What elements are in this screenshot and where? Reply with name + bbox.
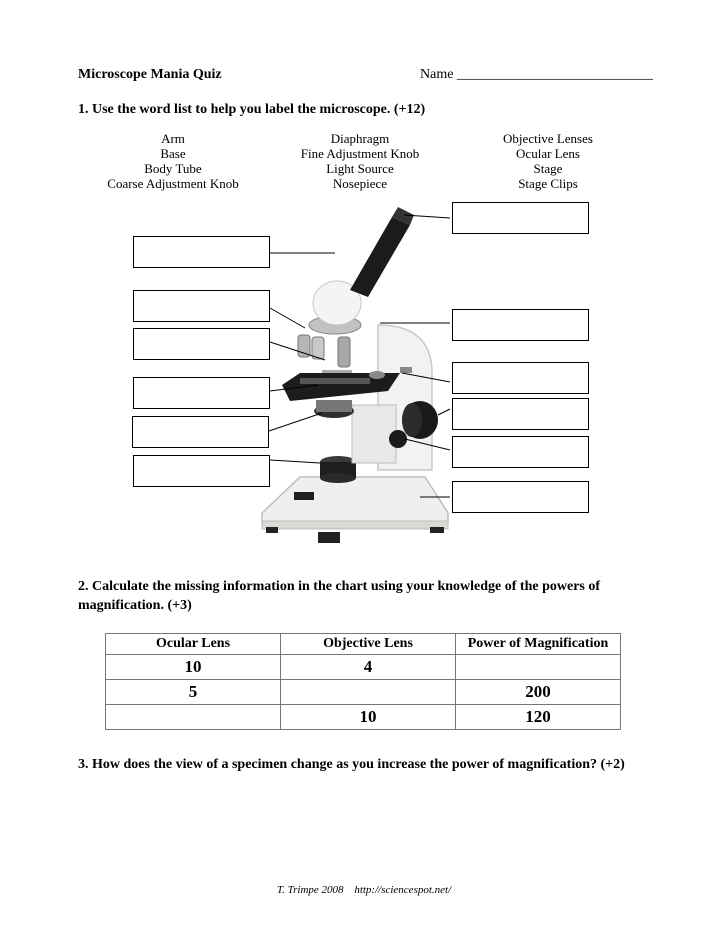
table-cell: 4 xyxy=(281,655,456,680)
question-3-prompt: 3. How does the view of a specimen change as you increase the power of magnification? (+2) xyxy=(78,757,625,772)
footer-url[interactable]: http://sciencespot.net/ xyxy=(354,884,452,896)
word-item: Arm xyxy=(161,131,185,146)
objective-lens xyxy=(298,335,310,357)
objective-lens xyxy=(338,337,350,367)
word-item: Nosepiece xyxy=(332,176,388,191)
stage-clips xyxy=(322,370,352,373)
word-list-col-3 xyxy=(488,131,608,191)
label-box-right-1[interactable] xyxy=(452,202,589,234)
column-header: Ocular Lens xyxy=(106,634,281,655)
answer-cell[interactable] xyxy=(106,705,281,730)
word-item: Stage xyxy=(533,161,563,176)
word-item: Objective Lenses xyxy=(503,131,593,146)
label-box-left-1[interactable] xyxy=(133,236,270,268)
column-header: Power of Magnification xyxy=(456,634,621,655)
label-box-right-2[interactable] xyxy=(452,309,589,341)
word-item: Light Source xyxy=(326,161,394,176)
table-header-row xyxy=(106,634,621,655)
label-box-left-6[interactable] xyxy=(133,455,270,487)
microscope-diagram xyxy=(0,195,728,560)
label-box-left-2[interactable] xyxy=(133,290,270,322)
table-cell: 200 xyxy=(456,680,621,705)
footer xyxy=(0,884,728,896)
question-2-prompt: 2. Calculate the missing information in the chart using your knowledge of the powers of magnification. (+3) xyxy=(78,579,601,613)
answer-cell[interactable] xyxy=(456,655,621,680)
label-box-right-3[interactable] xyxy=(452,362,589,394)
name-field[interactable]: Name ____________________________ xyxy=(420,67,653,82)
question-3-answer-area[interactable] xyxy=(78,780,648,870)
word-list-col-1 xyxy=(98,131,248,191)
word-item: Coarse Adjustment Knob xyxy=(107,176,239,191)
fine-adjustment-knob xyxy=(389,430,407,448)
label-box-right-6[interactable] xyxy=(452,481,589,513)
table-cell: 5 xyxy=(106,680,281,705)
table-row xyxy=(106,705,621,730)
page-title: Microscope Mania Quiz xyxy=(78,67,222,82)
word-item: Fine Adjustment Knob xyxy=(300,146,420,161)
column-header: Objective Lens xyxy=(281,634,456,655)
answer-cell[interactable] xyxy=(281,680,456,705)
question-1-prompt: 1. Use the word list to help you label the microscope. (+12) xyxy=(78,102,426,117)
word-item: Body Tube xyxy=(144,161,202,176)
table-row xyxy=(106,680,621,705)
objective-lens xyxy=(312,337,324,359)
label-box-right-4[interactable] xyxy=(452,398,589,430)
footer-author: T. Trimpe 2008 xyxy=(276,884,344,896)
label-box-left-5[interactable] xyxy=(132,416,269,448)
word-item: Base xyxy=(160,146,186,161)
label-box-left-4[interactable] xyxy=(133,377,270,409)
table-row xyxy=(106,655,621,680)
label-box-right-5[interactable] xyxy=(452,436,589,468)
table-cell: 10 xyxy=(281,705,456,730)
word-item: Stage Clips xyxy=(518,176,578,191)
word-item: Diaphragm xyxy=(330,131,390,146)
label-box-left-3[interactable] xyxy=(133,328,270,360)
word-item: Ocular Lens xyxy=(516,146,580,161)
table-cell: 10 xyxy=(106,655,281,680)
magnification-table xyxy=(105,633,621,730)
table-cell: 120 xyxy=(456,705,621,730)
word-list-col-2 xyxy=(290,131,430,191)
